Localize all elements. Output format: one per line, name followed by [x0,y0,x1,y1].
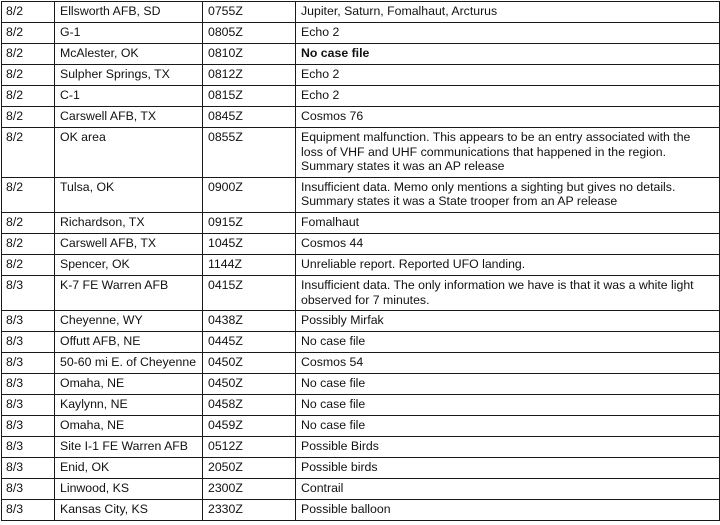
date-cell: 8/2 [2,128,55,178]
location-cell: Tulsa, OK [55,177,203,212]
location-cell: Spencer, OK [55,254,203,275]
evaluation-cell: Echo 2 [296,23,720,44]
location-cell: Kansas City, KS [55,500,203,521]
time-cell: 0845Z [203,107,296,128]
time-cell: 2050Z [203,458,296,479]
table-row [2,275,720,310]
time-cell: 0450Z [203,374,296,395]
table-row [2,44,720,65]
date-cell: 8/2 [2,233,55,254]
evaluation-cell: Equipment malfunction. This appears to be an entry associated with the loss of VHF and UHF communications that happened in the region. Summary states it was an AP release [296,128,720,178]
date-cell: 8/2 [2,23,55,44]
location-cell: Enid, OK [55,458,203,479]
evaluation-cell: No case file [296,374,720,395]
evaluation-cell: No case file [296,395,720,416]
table-row [2,212,720,233]
location-cell: Ellsworth AFB, SD [55,2,203,23]
date-cell: 8/3 [2,332,55,353]
location-cell: C-1 [55,86,203,107]
time-cell: 0805Z [203,23,296,44]
location-cell: Offutt AFB, NE [55,332,203,353]
table-row [2,254,720,275]
evaluation-cell: Echo 2 [296,86,720,107]
date-cell: 8/3 [2,437,55,458]
table-row [2,86,720,107]
location-cell: Omaha, NE [55,374,203,395]
location-cell: Linwood, KS [55,479,203,500]
location-cell: Site I-1 FE Warren AFB [55,437,203,458]
location-cell: K-7 FE Warren AFB [55,275,203,310]
evaluation-cell: Echo 2 [296,65,720,86]
time-cell: 0815Z [203,86,296,107]
table-row [2,332,720,353]
date-cell: 8/2 [2,254,55,275]
evaluation-cell: Possible birds [296,458,720,479]
location-cell: Kaylynn, NE [55,395,203,416]
location-cell: McAlester, OK [55,44,203,65]
table-row [2,437,720,458]
location-cell: Carswell AFB, TX [55,233,203,254]
time-cell: 0450Z [203,353,296,374]
time-cell: 2330Z [203,500,296,521]
time-cell: 0755Z [203,2,296,23]
evaluation-cell: Cosmos 44 [296,233,720,254]
evaluation-cell: Fomalhaut [296,212,720,233]
evaluation-cell: Insufficient data. Memo only mentions a sighting but gives no details. Summary states it was a State trooper from an AP release [296,177,720,212]
location-cell: Carswell AFB, TX [55,107,203,128]
location-cell: G-1 [55,23,203,44]
table-row [2,395,720,416]
date-cell: 8/2 [2,177,55,212]
evaluation-cell: Possibly Mirfak [296,311,720,332]
time-cell: 1144Z [203,254,296,275]
date-cell: 8/2 [2,86,55,107]
time-cell: 0900Z [203,177,296,212]
table-row [2,65,720,86]
location-cell: Sulpher Springs, TX [55,65,203,86]
evaluation-cell: Cosmos 54 [296,353,720,374]
evaluation-cell: Cosmos 76 [296,107,720,128]
table-row [2,23,720,44]
time-cell: 0812Z [203,65,296,86]
evaluation-cell: Jupiter, Saturn, Fomalhaut, Arcturus [296,2,720,23]
time-cell: 0445Z [203,332,296,353]
time-cell: 0458Z [203,395,296,416]
location-cell: 50-60 mi E. of Cheyenne [55,353,203,374]
time-cell: 0438Z [203,311,296,332]
time-cell: 0855Z [203,128,296,178]
location-cell: Richardson, TX [55,212,203,233]
evaluation-cell: No case file [296,416,720,437]
table-row [2,128,720,178]
date-cell: 8/2 [2,65,55,86]
date-cell: 8/2 [2,44,55,65]
evaluation-cell: No case file [296,44,720,65]
date-cell: 8/3 [2,374,55,395]
sightings-table [1,1,720,521]
date-cell: 8/2 [2,2,55,23]
evaluation-cell: Possible Birds [296,437,720,458]
table-row [2,458,720,479]
date-cell: 8/3 [2,353,55,374]
date-cell: 8/3 [2,458,55,479]
location-cell: Cheyenne, WY [55,311,203,332]
time-cell: 0415Z [203,275,296,310]
table-row [2,177,720,212]
table-row [2,416,720,437]
date-cell: 8/3 [2,275,55,310]
table-row [2,479,720,500]
table-row [2,353,720,374]
sightings-table-body [2,2,720,521]
location-cell: OK area [55,128,203,178]
time-cell: 0810Z [203,44,296,65]
date-cell: 8/3 [2,311,55,332]
time-cell: 0512Z [203,437,296,458]
date-cell: 8/2 [2,212,55,233]
date-cell: 8/3 [2,395,55,416]
date-cell: 8/3 [2,479,55,500]
time-cell: 0915Z [203,212,296,233]
table-row [2,107,720,128]
table-row [2,2,720,23]
table-row [2,374,720,395]
time-cell: 2300Z [203,479,296,500]
date-cell: 8/2 [2,107,55,128]
date-cell: 8/3 [2,416,55,437]
table-row [2,500,720,521]
evaluation-cell: No case file [296,332,720,353]
date-cell: 8/3 [2,500,55,521]
time-cell: 0459Z [203,416,296,437]
time-cell: 1045Z [203,233,296,254]
location-cell: Omaha, NE [55,416,203,437]
evaluation-cell: Contrail [296,479,720,500]
table-row [2,311,720,332]
evaluation-cell: Possible balloon [296,500,720,521]
table-row [2,233,720,254]
evaluation-cell: Unreliable report. Reported UFO landing. [296,254,720,275]
evaluation-cell: Insufficient data. The only information we have is that it was a white light observed for 7 minutes. [296,275,720,310]
